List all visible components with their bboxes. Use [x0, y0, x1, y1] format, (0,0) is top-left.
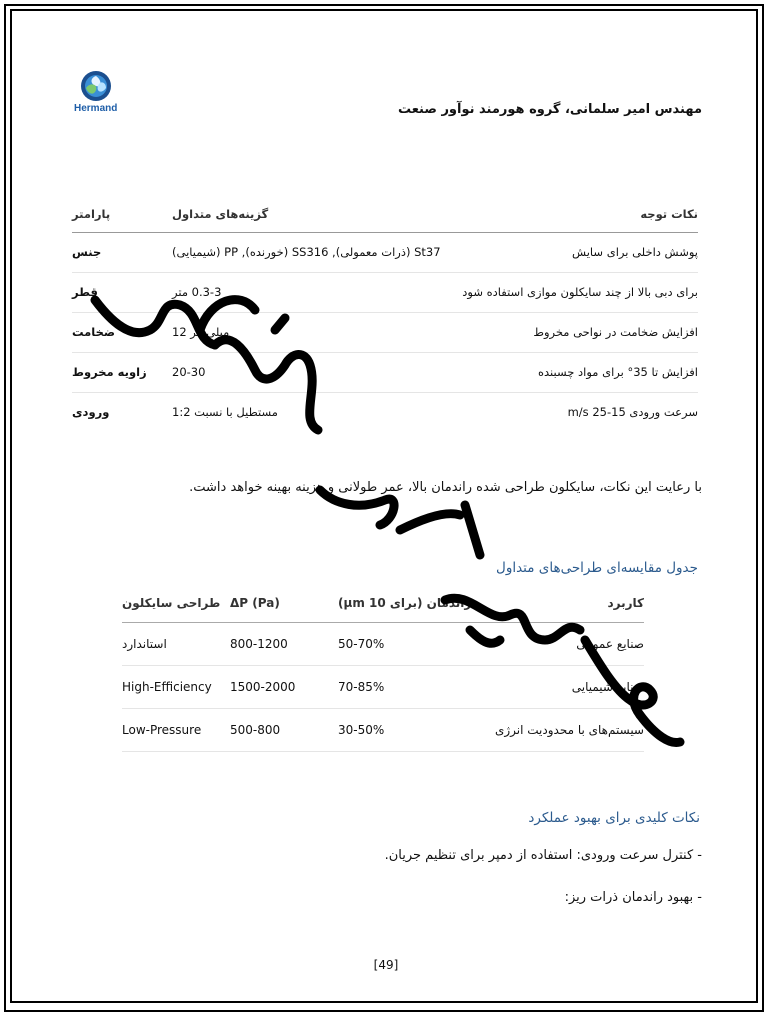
parameters-table	[72, 198, 698, 432]
options-cell: 0.3-3 متر	[172, 285, 222, 299]
design-cell: High-Efficiency	[122, 680, 212, 694]
table-row	[72, 353, 698, 393]
notes-cell: پوشش داخلی برای سایش	[572, 245, 698, 259]
efficiency-cell: 30-50%	[338, 723, 385, 737]
table-row	[72, 273, 698, 313]
param-cell: قطر	[72, 285, 98, 299]
table-row	[72, 233, 698, 273]
notes-cell: برای دبی بالا از چند سایکلون موازی استفاده شود	[462, 285, 698, 299]
efficiency-cell: 50-70%	[338, 637, 385, 651]
param-cell: ورودی	[72, 405, 110, 419]
tip-line: - کنترل سرعت ورودی: استفاده از دمپر برای تنظیم جریان.	[384, 848, 702, 863]
notes-cell: سرعت ورودی 15-25 m/s	[567, 405, 698, 419]
header-author: مهندس امیر سلمانی، گروه هورمند نوآور صنعت	[397, 102, 702, 117]
tips-heading: نکات کلیدی برای بهبود عملکرد	[528, 810, 700, 826]
conclusion-paragraph: با رعایت این نکات، سایکلون طراحی شده راندمان بالا، عمر طولانی و هزینه بهینه خواهد داشت.	[189, 480, 702, 495]
notes-cell: افزایش ضخامت در نواحی مخروط	[533, 325, 698, 339]
logo-text: Hermand	[74, 103, 118, 114]
column-header-param: پارامتر	[72, 207, 111, 221]
dp-cell: 500-800	[230, 723, 281, 737]
notes-cell: افزایش تا 35° برای مواد چسبنده	[537, 365, 698, 379]
use-cell: سیستم‌های با محدودیت انرژی	[494, 723, 644, 737]
tip-line: - بهبود راندمان ذرات ریز:	[564, 890, 702, 905]
table-row	[72, 313, 698, 353]
column-header-efficiency: راندمان (برای 10 μm)	[338, 596, 472, 610]
use-cell: صنایع عمومی	[576, 637, 644, 651]
column-header-use: کاربرد	[607, 596, 644, 610]
options-cell: St37 (ذرات معمولی), SS316 (خورنده), PP (شیمیایی)	[172, 245, 441, 259]
column-header-notes: نکات توجه	[640, 207, 698, 221]
table-header-row	[72, 198, 698, 233]
column-header-design: طراحی سایکلون	[122, 596, 221, 610]
param-cell: جنس	[72, 245, 102, 259]
page-number: [49]	[373, 958, 399, 972]
table-row	[72, 393, 698, 432]
design-cell: Low-Pressure	[122, 723, 202, 737]
use-cell: صنایع شیمیایی	[571, 680, 644, 694]
table-header-row	[122, 586, 644, 623]
column-header-options: گزینه‌های متداول	[172, 207, 269, 221]
design-cell: استاندارد	[122, 637, 167, 651]
column-header-dp: ΔP (Pa)	[230, 596, 280, 610]
compare-heading: جدول مقایسه‌ای طراحی‌های متداول	[496, 560, 698, 576]
table-row	[122, 709, 644, 752]
efficiency-cell: 70-85%	[338, 680, 385, 694]
param-cell: زاویه مخروط	[72, 365, 147, 379]
table-row	[122, 623, 644, 666]
dp-cell: 1500-2000	[230, 680, 296, 694]
options-cell: میلی‌متر 12	[172, 325, 230, 339]
comparison-table	[122, 586, 644, 752]
options-cell: 20-30	[172, 365, 206, 379]
param-cell: ضخامت	[72, 325, 116, 339]
options-cell: مستطیل با نسبت 1:2	[172, 405, 278, 419]
table-row	[122, 666, 644, 709]
dp-cell: 800-1200	[230, 637, 288, 651]
